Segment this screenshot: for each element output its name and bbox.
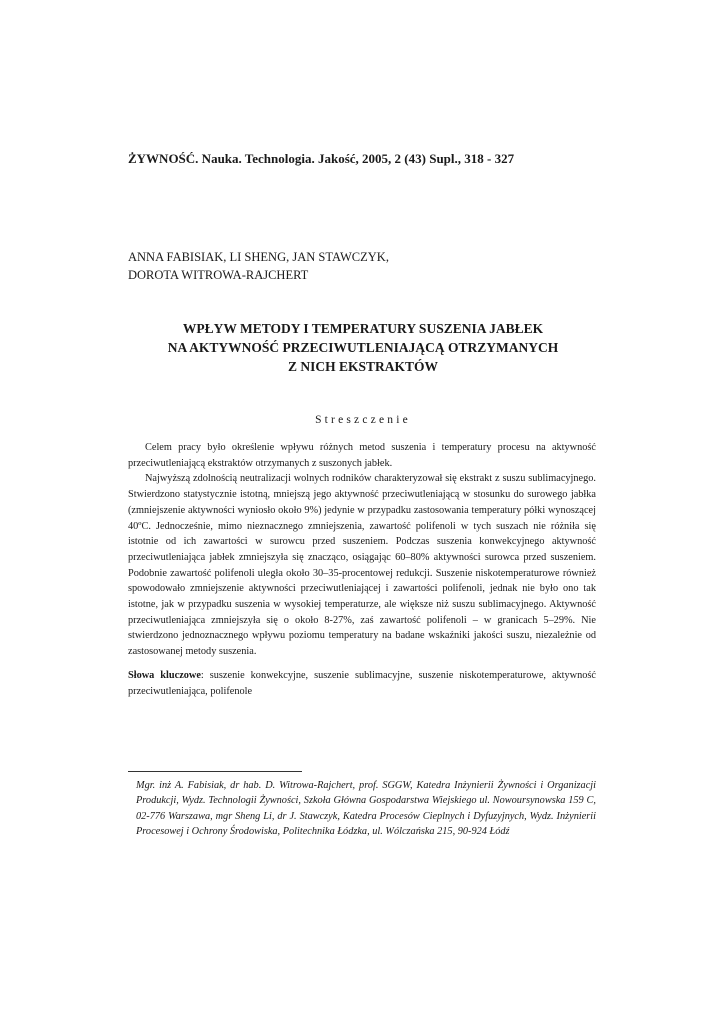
title-line-3: Z NICH EKSTRAKTÓW <box>287 359 439 374</box>
abstract-paragraph-2: Najwyższą zdolnością neutralizacji wolnych rodników charakteryzował się ekstrakt z suszu sublimacyjnego. Stwierdzono statystycznie istotną, mniejszą jego aktywność przeciwutleniającą w stosunku do surowego jabłka (zmniejszenie aktywności wyniosło około 9%) jedynie w przypadku zastosowania temperatury półki wynoszącej 40ºC. Jednocześnie, mimo nieznacznego zmniejszenia, zawartość polifenoli w tych suszach nie różniła się istotnie od ich zawartości w surowcu przed suszeniem. Podczas suszenia konwekcyjnego aktywność przeciwutleniająca jabłek zmniejszyła się znacząco, osiągając 60–80% aktywności surowca przed suszeniem. Podobnie zawartość polifenoli uległa około 30–35-procentowej redukcji. Suszenie niskotemperaturowe również spowodowało zmniejszenie aktywności przeciwutleniającej i zawartości polifenoli, jednak nie było ono tak istotne, jak w przypadku suszenia w wysokiej temperaturze, ale większe niż suszu sublimacyjnego. Aktywność przeciwutleniająca zmniejszyła się o około 8-27%, zaś zawartość polifenoli – w granicach 5–29%. Nie stwierdzono jednoznacznego wpływu poziomu temperatury na badane wskaźniki jakości suszu, niezależnie od zastosowanej metody suszenia. <box>128 473 596 658</box>
abstract-paragraph-1: Celem pracy było określenie wpływu różnych metod suszenia i temperatury procesu na aktywność przeciwutleniającą ekstraktów otrzymanych z suszonych jabłek. <box>128 442 596 469</box>
author-list <box>128 248 598 284</box>
title-line-1: WPŁYW METODY I TEMPERATURY SUSZENIA JABŁEK <box>182 321 544 336</box>
abstract-heading: Streszczenie <box>315 414 411 426</box>
keywords-label: Słowa kluczowe <box>128 670 201 681</box>
paper-title <box>128 319 598 376</box>
journal-header: ŻYWNOŚĆ. Nauka. Technologia. Jakość, 2005, 2 (43) Supl., 318 - 327 <box>128 151 515 166</box>
keywords-text: : suszenie konwekcyjne, suszenie sublimacyjne, suszenie niskotemperaturowe, aktywność przeciwutleniająca, polifenole <box>128 670 596 697</box>
footnote-divider <box>128 771 302 772</box>
author-affiliation-footnote: Mgr. inż A. Fabisiak, dr hab. D. Witrowa-Rajchert, prof. SGGW, Katedra Inżynierii Żywności i Organizacji Produkcji, Wydz. Technologii Żywności, Szkoła Główna Gospodarstwa Wiejskiego ul. Nowoursynowska 159 C, 02-776 Warszawa, mgr Sheng Li, dr J. Stawczyk, Katedra Procesów Cieplnych i Dyfuzyjnych, Wydz. Inżynierii Procesowej i Ochrony Środowiska, Politechnika Łódzka, ul. Wólczańska 215, 90-924 Łódź <box>136 780 596 837</box>
author-line-2: DOROTA WITROWA-RAJCHERT <box>128 268 309 282</box>
abstract-body <box>128 440 596 660</box>
author-line-1: ANNA FABISIAK, LI SHENG, JAN STAWCZYK, <box>128 250 389 264</box>
title-line-2: NA AKTYWNOŚĆ PRZECIWUTLENIAJĄCĄ OTRZYMANYCH <box>167 340 559 355</box>
keywords <box>128 668 596 699</box>
